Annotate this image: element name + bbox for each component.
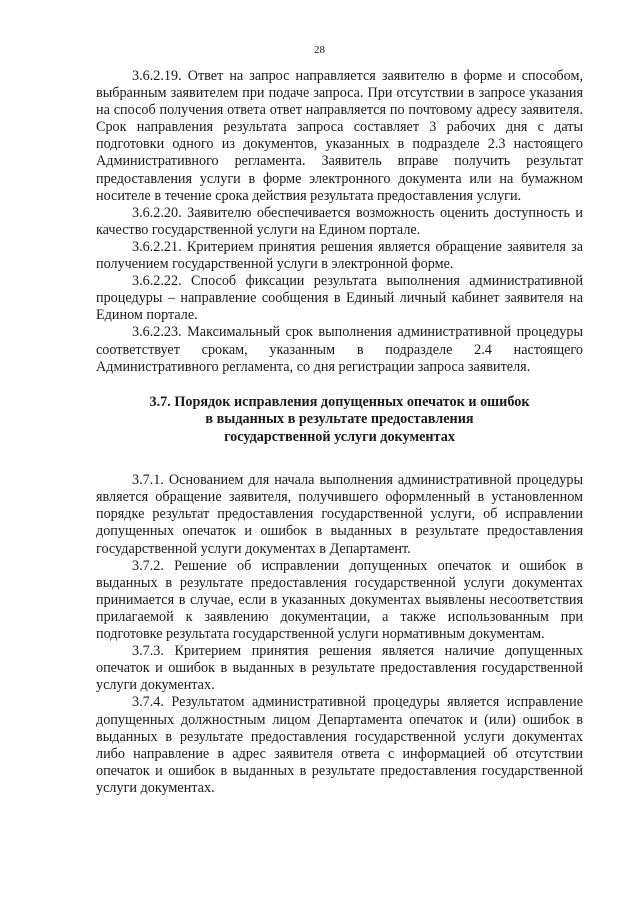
section-heading-line-2: в выданных в результате предоставления [205,411,474,428]
paragraph-3-6-2-23: 3.6.2.23. Максимальный срок выполнения административной процедуры соответствует срокам, указанным в подразделе 2.4 настоящего Административного регламента, со дня регистрации запроса заявителя. [96,324,583,375]
paragraph-3-6-2-20: 3.6.2.20. Заявителю обеспечивается возможность оценить доступность и качество государственной услуги на Едином портале. [96,204,583,238]
paragraph-3-6-2-22: 3.6.2.22. Способ фиксации результата выполнения административной процедуры – направление сообщения в Единый личный кабинет заявителя на Едином портале. [96,273,583,324]
paragraph-3-7-2: 3.7.2. Решение об исправлении допущенных опечаток и ошибок в выданных в результате предоставления государственной услуги документах принимается в случае, если в указанных документах выявлены несоответствия прилагаемой к заявлению документации, а также использованным при подготовке результата государственной услуги нормативным документам. [96,557,583,643]
section-heading-3-7 [96,394,583,447]
paragraph-3-7-3: 3.7.3. Критерием принятия решения является наличие допущенных опечаток и ошибок в выданных в результате предоставления государственной услуги документах. [96,643,583,694]
paragraph-3-6-2-19: 3.6.2.19. Ответ на запрос направляется заявителю в форме и способом, выбранным заявителем при подаче запроса. При отсутствии в запросе указания на способ получения ответа ответ направляется по почтовому адресу заявителя. Срок направления результата запроса составляет 3 рабочих дня с даты подготовки одного из документов, указанных в подразделе 2.3 настоящего Административного регламента. Заявитель вправе получить результат предоставления услуги в форме электронного документа или на бумажном носителе в течение срока действия результата предоставления услуги. [96,68,583,204]
paragraph-3-6-2-21: 3.6.2.21. Критерием принятия решения является обращение заявителя за получением государственной услуги в электронной форме. [96,238,583,273]
paragraph-3-7-1: 3.7.1. Основанием для начала выполнения административной процедуры является обращение заявителя, получившего оформленный в установленном порядке результат предоставления государственной услуги, об исправлении допущенных опечаток и ошибок в выданных в результате предоставления государственной услуги документах в Департамент. [96,472,583,557]
paragraph-3-7-4: 3.7.4. Результатом административной процедуры является исправление допущенных должностным лицом Департамента опечаток и (или) ошибок в выданных в результате предоставления государственной услуги документах либо направление в адрес заявителя ответа с информацией об отсутствии опечаток и ошибок в выданных в результате предоставления государственной услуги документах. [96,694,583,796]
section-heading-line-3: государственной услуги документах [224,428,455,445]
page-number: 28 [314,44,325,56]
document-body [96,68,583,797]
section-heading-line-1: 3.7. Порядок исправления допущенных опечаток и ошибок [149,393,530,410]
